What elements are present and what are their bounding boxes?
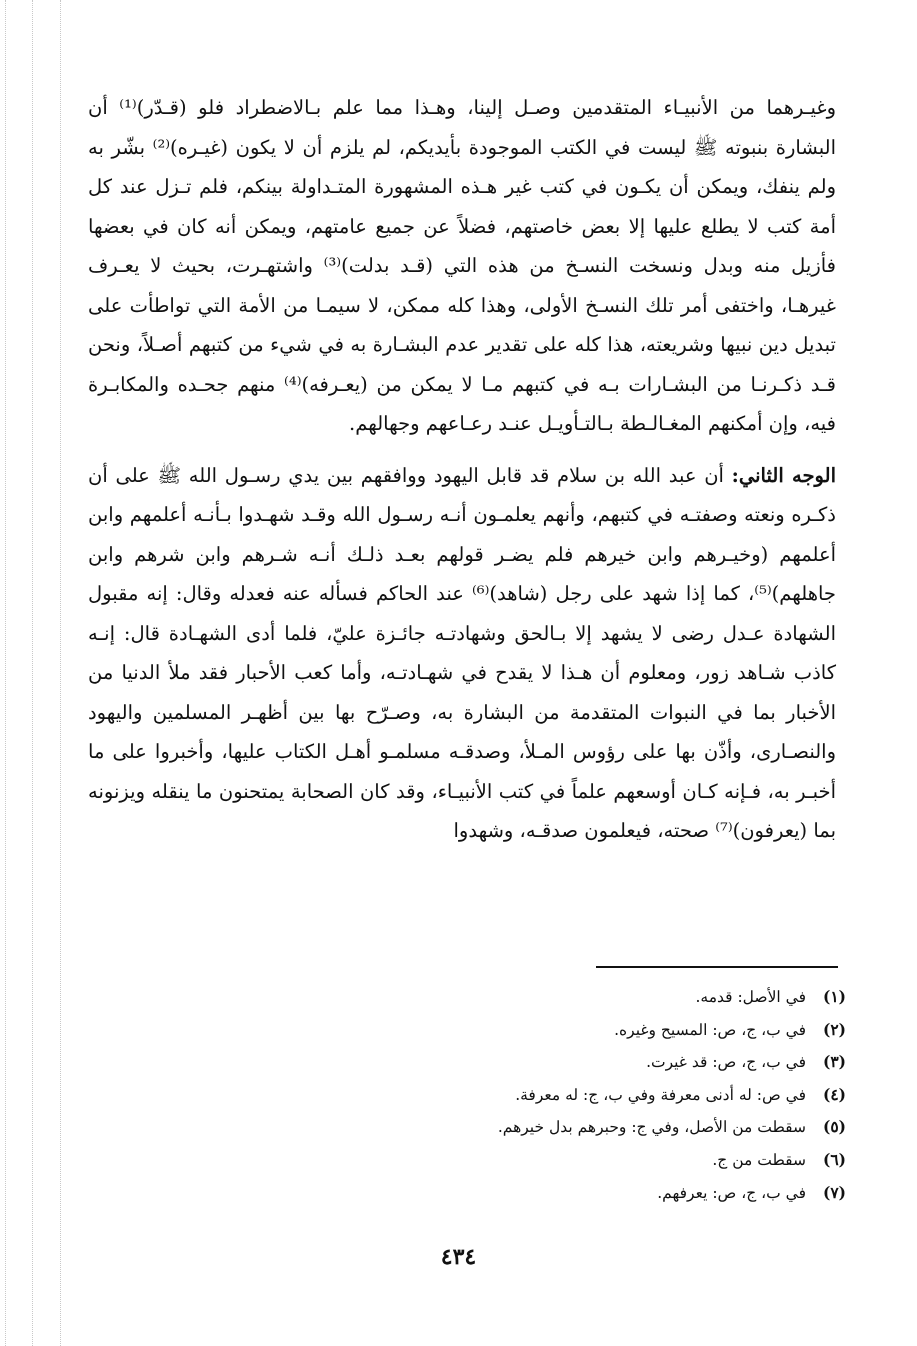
footnote-text: في ب، ج، ص: المسيح وغيره.	[614, 1020, 806, 1039]
footnote-text: في ب، ج، ص: يعرفهم.	[657, 1183, 806, 1202]
footnote-text: في الأصل: قدمه.	[695, 988, 806, 1006]
footnote-4	[300, 1079, 846, 1112]
footnote-3	[300, 1046, 846, 1079]
footnote-number: (٦)	[822, 1149, 846, 1169]
footnote-7	[300, 1177, 846, 1210]
footnote-6	[300, 1144, 846, 1177]
footnote-number: (٥)	[822, 1117, 846, 1137]
main-text	[88, 88, 836, 851]
scan-edge-rule	[60, 0, 61, 1346]
footnote-text: في ص: له أدنى معرفة وفي ب، ج: له معرفة.	[515, 1085, 806, 1104]
footnote-text: سقطت من الأصل، وفي ج: وحبرهم بدل خيرهم.	[497, 1118, 806, 1137]
footnote-number: (١)	[822, 987, 846, 1006]
section-lead: الوجه الثاني:	[731, 463, 836, 487]
footnote-2	[300, 1014, 846, 1047]
paragraph-2	[88, 456, 836, 851]
footnote-separator	[596, 966, 838, 968]
footnote-5	[300, 1111, 846, 1144]
footnote-1	[300, 981, 846, 1014]
scan-edge-rule	[32, 0, 33, 1346]
footnote-number: (٤)	[822, 1084, 846, 1104]
paragraph-2-text: أن عبد الله بن سلام قد قابل اليهود ووافقهم بين يدي رسـول الله ﷺ على أن ذكـره ونعته وصفتـه في كتبهم، وأنهم يعلمـون أنـه رسـول الله وقـد شهـدوا بـأنـه أعلمهم وابن أعلمهم (وخيـرهم وابن خيرهم فلم يضـر قولهم بعـد ذلـك أنـه شـرهم وابن شرهم وابن جاهلهم)⁽⁵⁾، كما إذا شهد على رجل (شاهد)⁽⁶⁾ عند الحاكم فسأله عنه فعدله وقال: إنه مقبول الشهادة عـدل رضى لا يشهد إلا بـالحق وشهادتـه جائـزة عليّ، فلما أدى الشهـادة قال: إنـه كاذب شـاهد زور، ومعلوم أن هـذا لا يقدح في شهـادتـه، وأما كعب الأحبار فقد ملأ الدنيا من الأخبار بما في النبوات المتقدمة من البشارة به، وصـرّح بها بين أظهـر المسلمين واليهود والنصـارى، وأذّن بها على رؤوس المـلأ، وصدقـه مسلمـو أهـل الكتاب عليها، وأخبروا على ما أخبـر به، فـإنه كـان أوسعهم علماً في كتب الأنبيـاء، وقد كان الصحابة يمتحنون ما ينقله ويزنونه بما (يعرفون)⁽⁷⁾ صحته، فيعلمون صدقـه، وشهدوا	[88, 463, 836, 842]
footnote-text: في ب، ج، ص: قد غيرت.	[646, 1053, 806, 1072]
footnote-number: (٧)	[822, 1182, 846, 1202]
scan-edge-rule	[5, 0, 6, 1346]
footnote-number: (٣)	[822, 1052, 846, 1072]
footnote-number: (٢)	[822, 1019, 846, 1039]
footnotes	[300, 981, 846, 1209]
footnote-text: سقطت من ج.	[712, 1150, 806, 1169]
page-number: ٤٣٤	[440, 1244, 477, 1270]
paragraph-1: وغيـرهما من الأنبيـاء المتقدمين وصـل إلينا، وهـذا مما علم بـالاضطراد فلو (قـدّر)⁽¹⁾ أن البشارة بنبوته ﷺ ليست في الكتب الموجودة بأيديكم، لم يلزم أن لا يكون (غيـره)⁽²⁾ بشّر به ولم ينفك، ويمكن أن يكـون في كتب غير هـذه المشهورة المتـداولة بينكم، فلم تـزل عند كل أمة كتب لا يطلع عليها إلا بعض خاصتهم، فضلاً عن جميع عامتهم، ويمكن أنه كان في بعضها فأزيل منه وبدل ونسخت النسـخ من هذه التي (قـد بدلت)⁽³⁾ واشتهـرت، بحيث لا يعـرف غيرهـا، واختفى أمر تلك النسـخ الأولى، وهذا كله ممكن، لا سيمـا من الأمة التي تواطأت على تبديل دين نبيها وشريعته، هذا كله على تقدير عدم البشـارة به في شيء من كتبهم أصـلاً، ونحن قـد ذكـرنـا من البشـارات بـه في كتبهم مـا لا يمكن من (يعـرفه)⁽⁴⁾ منهم جحـده والمكابـرة فيه، وإن أمكنهم المغـالـطة بـالتـأويـل عنـد رعـاعهم وجهالهم.	[88, 96, 837, 435]
